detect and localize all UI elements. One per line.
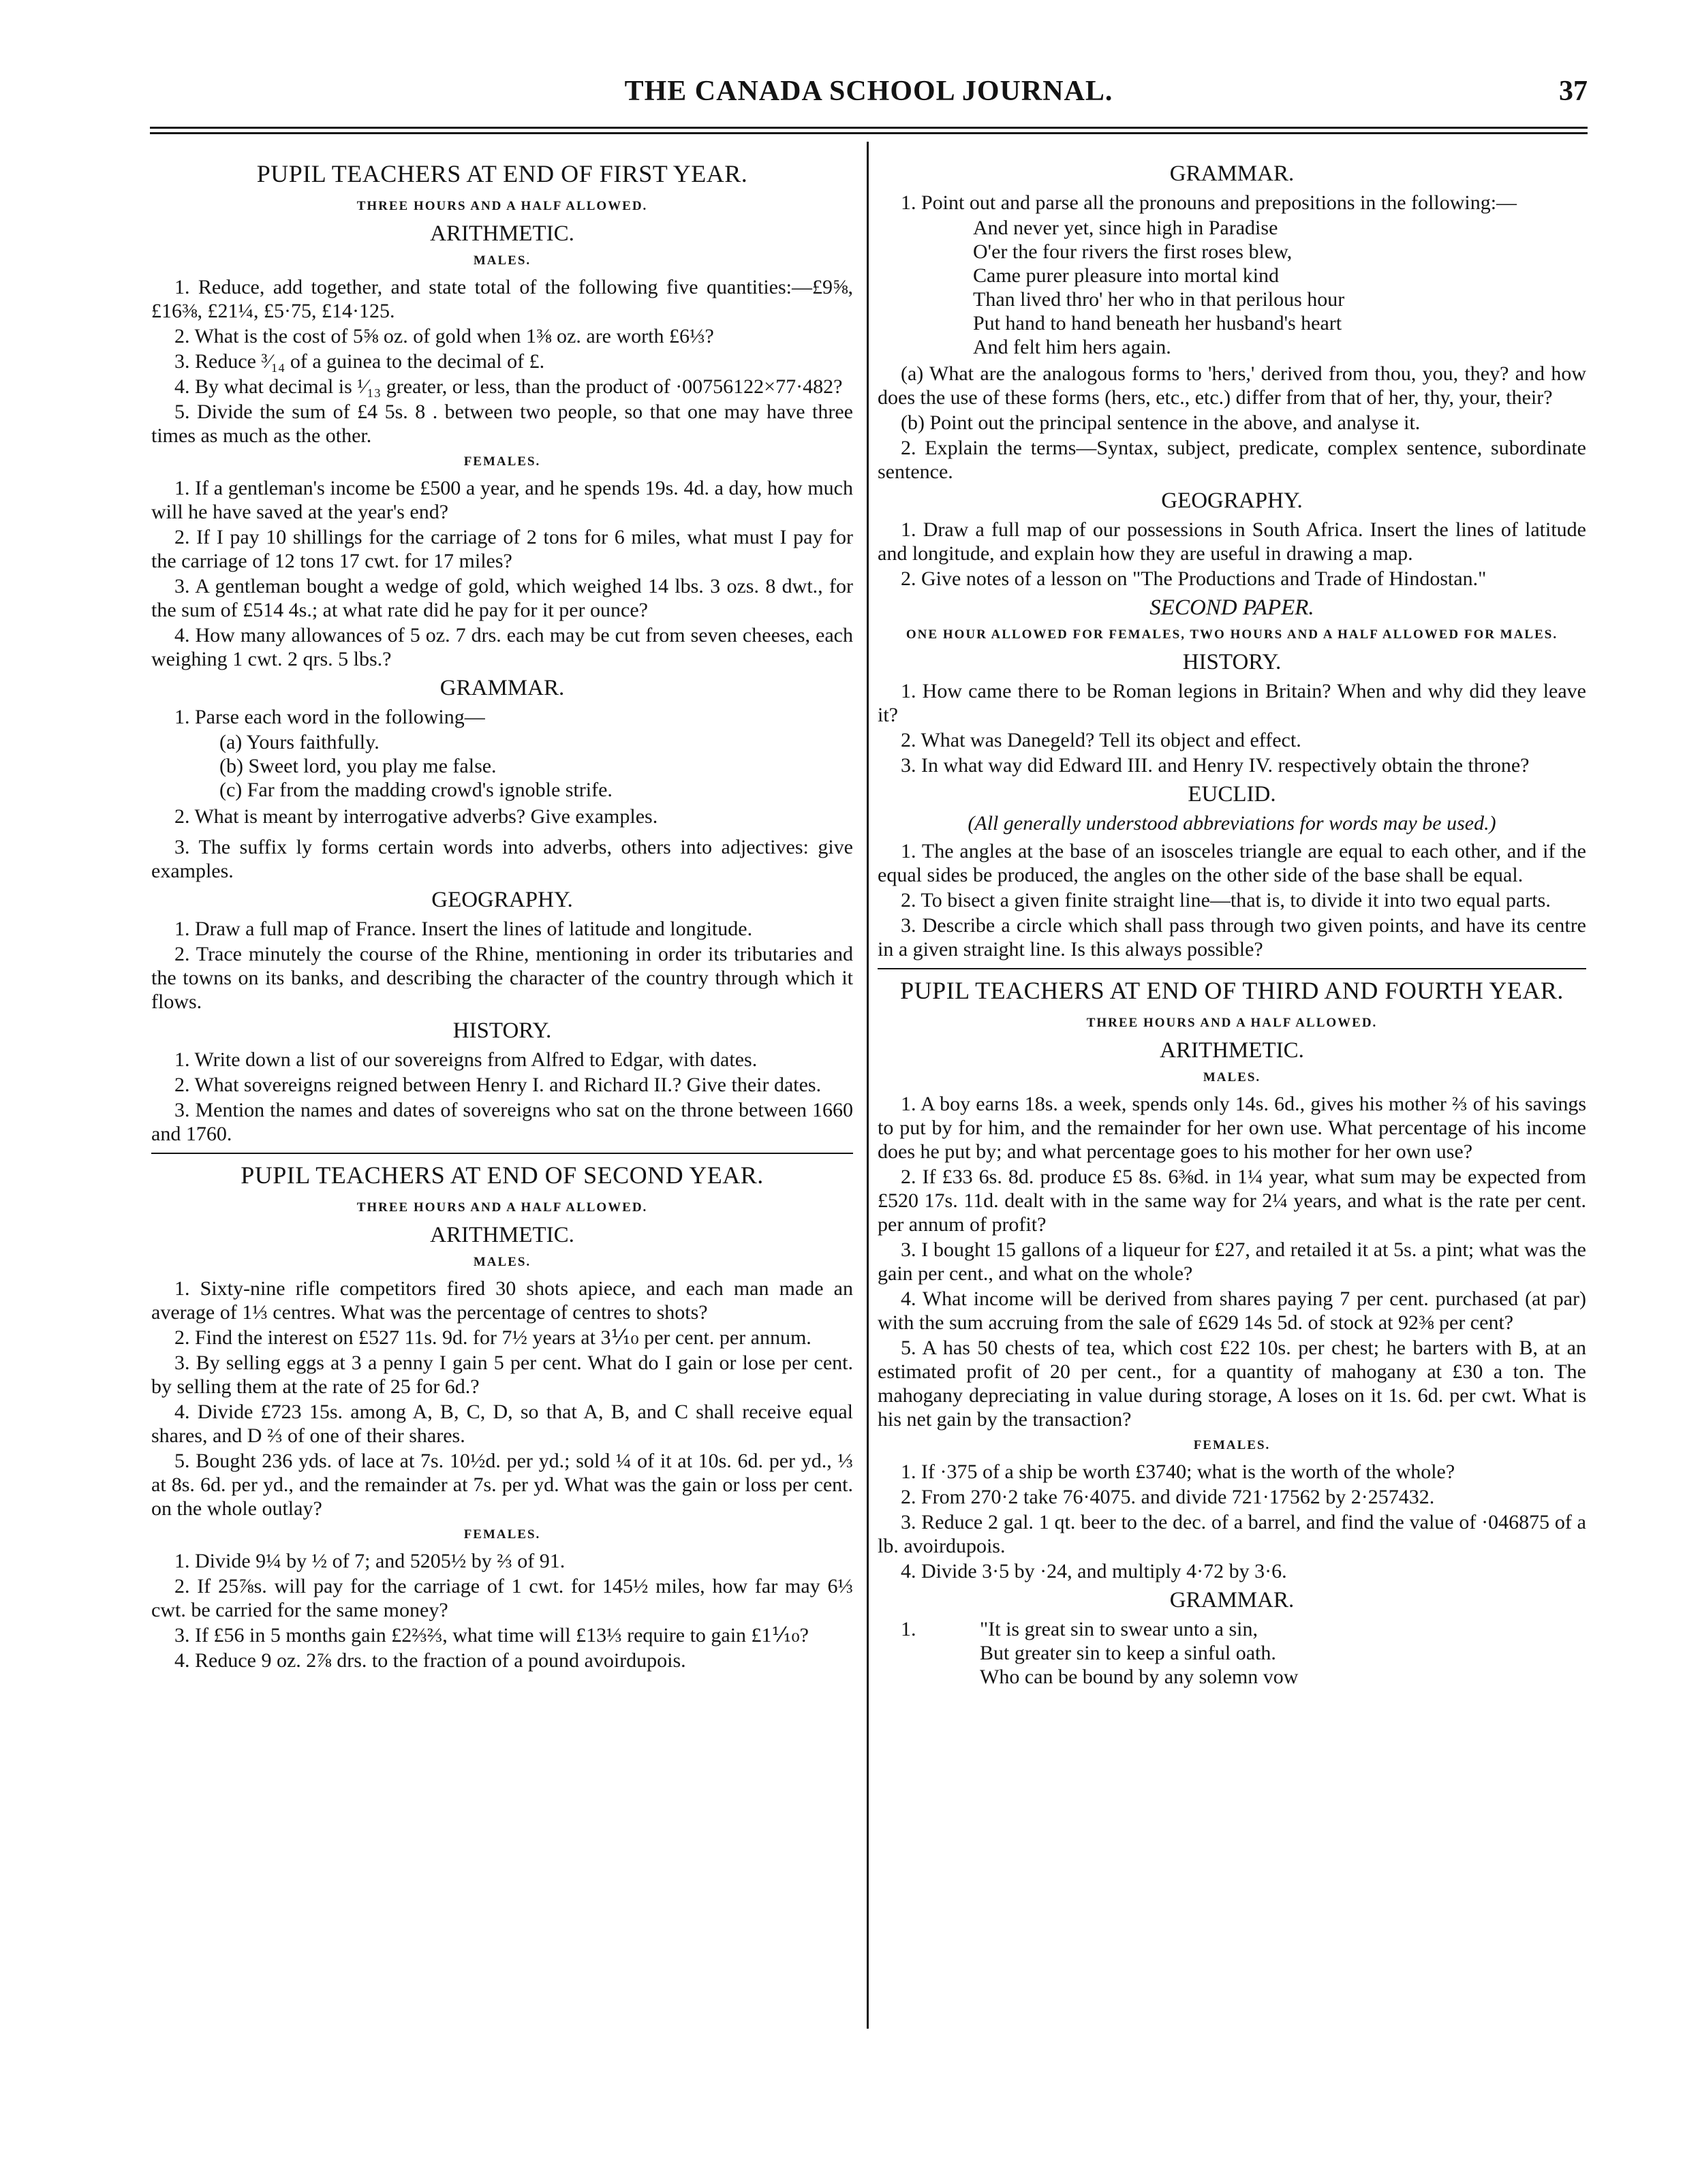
question: 2. If I pay 10 shillings for the carriage of 2 tons for 6 miles, what must I pay for the carriage of 12 tons 17 cwt. for 17 miles? bbox=[151, 526, 853, 572]
question: 5. Bought 236 yds. of lace at 7s. 10½d. per yd.; sold ¼ of it at 10s. 6d. per yd., ⅓ at 8s. 6d. per yd., and the remainder at 7s. per yd. What was the gain or loss per cent. on the whole outlay? bbox=[151, 1450, 853, 1520]
group-heading: FEMALES. bbox=[463, 454, 541, 469]
section-rule bbox=[878, 968, 1586, 969]
subject-heading: GRAMMAR. bbox=[1169, 161, 1295, 186]
question: 2. Find the interest on £527 11s. 9d. for 7½ years at 3⅒ per cent. per annum. bbox=[174, 1326, 811, 1349]
question-number: 1. bbox=[901, 1618, 916, 1640]
question: 1. If a gentleman's income be £500 a year, and he spends 19s. 4d. a day, how much will he have saved at the year's end? bbox=[151, 477, 853, 523]
question: 1. Divide 9¼ by ½ of 7; and 5205½ by ⅔ of 91. bbox=[174, 1550, 566, 1572]
question: 4. Divide £723 15s. among A, B, C, D, so that A, B, and C shall receive equal shares, and D ⅔ of one of their shares. bbox=[151, 1401, 853, 1447]
question: 2. Explain the terms—Syntax, subject, predicate, complex sentence, subordinate sentence. bbox=[878, 437, 1586, 483]
section-title: PUPIL TEACHERS AT END OF THIRD AND FOURTH YEAR. bbox=[900, 977, 1564, 1004]
subject-heading: ARITHMETIC. bbox=[1160, 1038, 1304, 1063]
poem-line: And never yet, since high in Paradise bbox=[973, 217, 1278, 239]
question: 2. If £33 6s. 8d. produce £5 8s. 6⅜d. in 1¼ year, what sum may be expected from £520 17s. 11d. dealt with in the same way for 2¼ years, and what is the rate per cent. per annum of profit? bbox=[878, 1166, 1586, 1236]
group-heading: MALES. bbox=[473, 1255, 531, 1269]
question: 2. What is meant by interrogative adverbs? Give examples. bbox=[174, 805, 658, 828]
question: 4. By what decimal is ¹⁄₁₃ greater, or less, than the product of ·00756122×77·482? bbox=[174, 375, 843, 398]
question: (a) What are the analogous forms to 'hers,' derived from thou, you, they? and how does the use of these forms (hers, etc., etc.) differ from that of her, thy, your, their? bbox=[878, 362, 1586, 409]
question: 2. Give notes of a lesson on "The Productions and Trade of Hindostan." bbox=[901, 567, 1487, 590]
question: 3. I bought 15 gallons of a liqueur for £27, and retailed it at 5s. a pint; what was the gain per cent., and what on the whole? bbox=[878, 1238, 1586, 1285]
question: 1. Point out and parse all the pronouns and prepositions in the following:— bbox=[901, 191, 1517, 214]
example-line: (a) Yours faithfully. bbox=[219, 731, 380, 753]
poem-line: Who can be bound by any solemn vow bbox=[980, 1666, 1299, 1688]
subject-heading: HISTORY. bbox=[452, 1018, 552, 1043]
question: 1. Sixty-nine rifle competitors fired 30 shots apiece, and each man made an average of 1⅓ centres. What was the percentage of centres to shots? bbox=[151, 1277, 853, 1324]
group-heading: MALES. bbox=[473, 253, 531, 268]
question: 3. A gentleman bought a wedge of gold, which weighed 14 lbs. 3 ozs. 8 dwt., for the sum of £514 4s.; at what rate did he pay for it per ounce? bbox=[151, 575, 853, 621]
poem-line: Came purer pleasure into mortal kind bbox=[973, 264, 1280, 287]
group-heading: FEMALES. bbox=[1193, 1438, 1271, 1452]
poem-first-line bbox=[878, 1617, 1586, 1641]
question: (b) Point out the principal sentence in the above, and analyse it. bbox=[901, 411, 1421, 434]
left-column bbox=[151, 157, 853, 1674]
question: 3. By selling eggs at 3 a penny I gain 5 per cent. What do I gain or lose per cent. by selling them at the rate of 25 for 6d.? bbox=[151, 1352, 853, 1398]
subject-heading: ARITHMETIC. bbox=[430, 221, 574, 246]
question: 2. If 25⅞s. will pay for the carriage of 1 cwt. for 145½ miles, how far may 6⅓ cwt. be carried for the same money? bbox=[151, 1575, 853, 1621]
subject-heading: GEOGRAPHY. bbox=[1161, 488, 1303, 513]
question: 2. What sovereigns reigned between Henry I. and Richard II.? Give their dates. bbox=[174, 1074, 822, 1096]
section-rule bbox=[151, 1153, 853, 1154]
question: 3. Reduce ³⁄₁₄ of a guinea to the decimal of £. bbox=[174, 350, 545, 373]
poem-line: O'er the four rivers the first roses blew, bbox=[973, 240, 1293, 263]
poem-line: And felt him hers again. bbox=[973, 336, 1171, 358]
poem-line: Put hand to hand beneath her husband's heart bbox=[973, 312, 1342, 334]
subject-heading: HISTORY. bbox=[1182, 650, 1282, 674]
page-header bbox=[150, 75, 1588, 123]
time-allowed: THREE HOURS AND A HALF ALLOWED. bbox=[356, 199, 648, 213]
time-allowed: THREE HOURS AND A HALF ALLOWED. bbox=[1086, 1016, 1378, 1030]
subject-heading: GEOGRAPHY. bbox=[431, 888, 573, 912]
time-allowed: ONE HOUR ALLOWED FOR FEMALES, TWO HOURS AND A HALF ALLOWED FOR MALES. bbox=[906, 627, 1558, 642]
question: 4. Reduce 9 oz. 2⅞ drs. to the fraction of a pound avoirdupois. bbox=[174, 1649, 686, 1672]
question: 4. How many allowances of 5 oz. 7 drs. each may be cut from seven cheeses, each weighing 1 cwt. 2 qrs. 5 lbs.? bbox=[151, 624, 853, 670]
question: 1. The angles at the base of an isosceles triangle are equal to each other, and if the equal sides be produced, the angles on the other side of the base shall be equal. bbox=[878, 840, 1586, 886]
question: 4. Divide 3·5 by ·24, and multiply 4·72 by 3·6. bbox=[901, 1560, 1287, 1582]
question: 1. Write down a list of our sovereigns from Alfred to Edgar, with dates. bbox=[174, 1048, 758, 1071]
subject-heading: ARITHMETIC. bbox=[430, 1223, 574, 1247]
group-heading: FEMALES. bbox=[463, 1527, 541, 1542]
question: 2. To bisect a given finite straight line—that is, to divide it into two equal parts. bbox=[901, 889, 1551, 911]
question: 1. Parse each word in the following— bbox=[174, 706, 485, 728]
question: 1. How came there to be Roman legions in Britain? When and why did they leave it? bbox=[878, 680, 1586, 726]
column-divider bbox=[867, 142, 869, 2029]
paper-heading: SECOND PAPER. bbox=[1149, 595, 1314, 620]
question: 5. A has 50 chests of tea, which cost £22 10s. per chest; he barters with B, at an estimated profit of 20 per cent., for a quantity of mahogany at £30 a ton. The mahogany depreciating in value during storage, A loses on it 1s. 6d. per cwt. What is his net gain by the transaction? bbox=[878, 1337, 1586, 1431]
question: 1. Draw a full map of our possessions in South Africa. Insert the lines of latitude and longitude, and explain how they are useful in drawing a map. bbox=[878, 518, 1586, 565]
header-rule-bottom bbox=[150, 132, 1588, 134]
question: 3. In what way did Edward III. and Henry IV. respectively obtain the throne? bbox=[901, 754, 1530, 777]
question: 2. What is the cost of 5⅝ oz. of gold when 1⅜ oz. are worth £6⅓? bbox=[174, 325, 714, 347]
question: 3. If £56 in 5 months gain £2⅔⅔, what time will £13⅓ require to gain £1⅒? bbox=[174, 1624, 809, 1647]
poem-excerpt bbox=[973, 216, 1586, 359]
time-allowed: THREE HOURS AND A HALF ALLOWED. bbox=[356, 1200, 648, 1215]
question: 1. If ·375 of a ship be worth £3740; what is the worth of the whole? bbox=[901, 1461, 1455, 1483]
example-line: (b) Sweet lord, you play me false. bbox=[219, 755, 497, 777]
header-rule-top bbox=[150, 127, 1588, 129]
subject-heading: GRAMMAR. bbox=[1169, 1588, 1295, 1612]
question: 3. Mention the names and dates of sovereigns who sat on the throne between 1660 and 1760. bbox=[151, 1099, 853, 1145]
subject-heading: GRAMMAR. bbox=[439, 676, 565, 700]
question: 3. The suffix ly forms certain words into adverbs, others into adjectives: give examples. bbox=[151, 836, 853, 882]
instruction-note: (All generally understood abbreviations for words may be used.) bbox=[968, 812, 1496, 834]
question: 5. Divide the sum of £4 5s. 8 . between two people, so that one may have three times as much as the other. bbox=[151, 401, 853, 447]
question: 3. Reduce 2 gal. 1 qt. beer to the dec. of a barrel, and find the value of ·046875 of a lb. avoirdupois. bbox=[878, 1511, 1586, 1557]
example-line: (c) Far from the madding crowd's ignoble strife. bbox=[219, 779, 613, 801]
section-title: PUPIL TEACHERS AT END OF FIRST YEAR. bbox=[256, 160, 748, 187]
question: 3. Describe a circle which shall pass through two given points, and have its centre in a given straight line. Is this always possible? bbox=[878, 914, 1586, 961]
journal-title: THE CANADA SCHOOL JOURNAL. bbox=[624, 76, 1113, 107]
question: 1. Draw a full map of France. Insert the lines of latitude and longitude. bbox=[174, 918, 753, 940]
poem-excerpt bbox=[878, 1617, 1586, 1689]
question: 2. Trace minutely the course of the Rhine, mentioning in order its tributaries and the towns on its banks, and describing the character of the country through which it flows. bbox=[151, 943, 853, 1013]
subject-heading: EUCLID. bbox=[1188, 782, 1276, 807]
group-heading: MALES. bbox=[1203, 1070, 1261, 1085]
section-title: PUPIL TEACHERS AT END OF SECOND YEAR. bbox=[241, 1161, 764, 1189]
question: 2. What was Danegeld? Tell its object and effect. bbox=[901, 729, 1301, 751]
question: 4. What income will be derived from shares paying 7 per cent. purchased (at par) with the sum accruing from the sale of £629 14s 5d. of stock at 92⅜ per cent? bbox=[878, 1288, 1586, 1334]
question: 1. Reduce, add together, and state total of the following five quantities:—£9⅝, £16⅜, £21¼, £5·75, £14·125. bbox=[151, 276, 853, 322]
question: 2. From 270·2 take 76·4075. and divide 721·17562 by 2·257432. bbox=[901, 1486, 1435, 1508]
poem-line: "It is great sin to swear unto a sin, bbox=[980, 1618, 1258, 1640]
parse-examples bbox=[219, 730, 853, 802]
right-column bbox=[878, 157, 1586, 1691]
question: 1. A boy earns 18s. a week, spends only 14s. 6d., gives his mother ⅔ of his savings to put by for him, and the remainder for her own use. What percentage of his income does he put by; and what percentage goes to his mother for her own use? bbox=[878, 1093, 1586, 1163]
poem-line: But greater sin to keep a sinful oath. bbox=[980, 1642, 1276, 1664]
page-number: 37 bbox=[1559, 76, 1588, 107]
poem-line: Than lived thro' her who in that perilous hour bbox=[973, 288, 1345, 311]
